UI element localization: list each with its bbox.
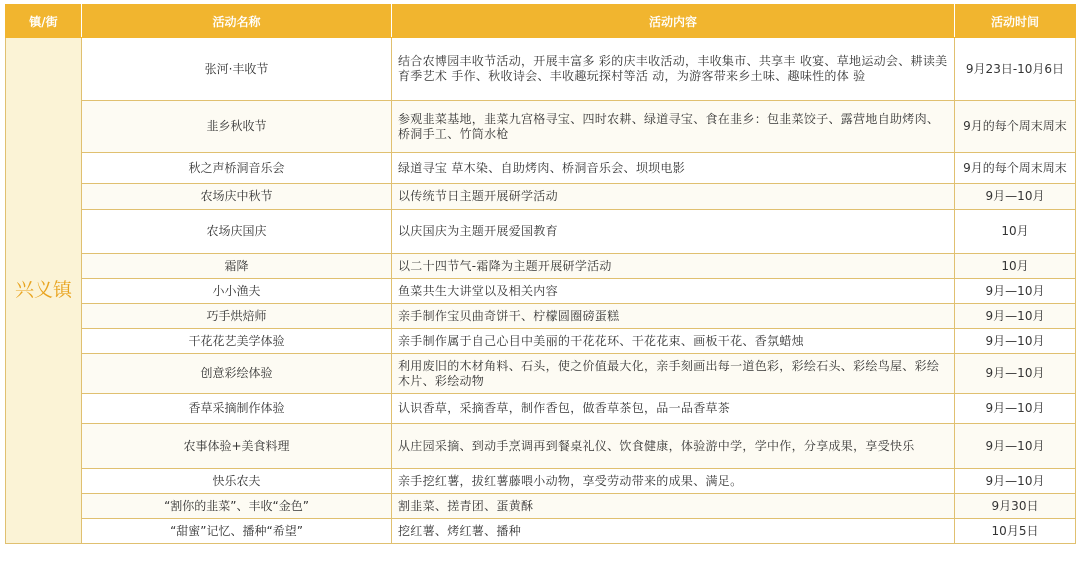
activity-content: 以庆国庆为主题开展爱国教育: [392, 210, 955, 254]
activity-name: 农事体验+美食料理: [82, 424, 392, 469]
activity-content: 亲手制作宝贝曲奇饼干、柠檬圆圈磅蛋糕: [392, 304, 955, 329]
activity-name: 干花花艺美学体验: [82, 329, 392, 354]
activity-content: 以二十四节气-霜降为主题开展研学活动: [392, 254, 955, 279]
activity-content: 亲手制作属于自己心目中美丽的干花花环、干花花束、画板干花、香氛蜡烛: [392, 329, 955, 354]
table-row: [6, 519, 1076, 544]
activity-content: 参观韭菜基地，韭菜九宫格寻宝、四时农耕、绿道寻宝、食在韭乡：包韭菜饺子、露营地自助烤肉、桥洞手工、竹筒水枪: [392, 101, 955, 153]
activity-content: 亲手挖红薯，拔红薯藤喂小动物，享受劳动带来的成果、满足。: [392, 469, 955, 494]
table-row: [6, 424, 1076, 469]
activity-content: 挖红薯、烤红薯、播种: [392, 519, 955, 544]
activity-name: 巧手烘焙师: [82, 304, 392, 329]
table-row: [6, 354, 1076, 394]
activity-name: 秋之声桥洞音乐会: [82, 153, 392, 184]
activity-name: 韭乡秋收节: [82, 101, 392, 153]
table-row: [6, 494, 1076, 519]
activity-time: 9月—10月: [955, 329, 1076, 354]
activity-name: “甜蜜”记忆、播种“希望”: [82, 519, 392, 544]
activity-time: 9月—10月: [955, 184, 1076, 210]
activity-time: 9月—10月: [955, 354, 1076, 394]
header-activity-time: 活动时间: [955, 5, 1076, 38]
activity-time: 10月: [955, 210, 1076, 254]
header-town: 镇/街: [6, 5, 82, 38]
table-row: [6, 101, 1076, 153]
activity-name: 创意彩绘体验: [82, 354, 392, 394]
activity-time: 10月5日: [955, 519, 1076, 544]
activity-time: 9月的每个周末周末: [955, 101, 1076, 153]
activity-content: 绿道寻宝 草木染、自助烤肉、桥洞音乐会、坝坝电影: [392, 153, 955, 184]
activity-content: 鱼菜共生大讲堂以及相关内容: [392, 279, 955, 304]
table-row: [6, 304, 1076, 329]
activity-table-container: [5, 4, 1075, 556]
activity-time: 9月—10月: [955, 469, 1076, 494]
activity-time: 9月的每个周末周末: [955, 153, 1076, 184]
activity-name: “割你的韭菜”、丰收“金色”: [82, 494, 392, 519]
table-row: [6, 254, 1076, 279]
activity-time: 9月—10月: [955, 394, 1076, 424]
table-row: [6, 153, 1076, 184]
table-row: [6, 329, 1076, 354]
table-row: [6, 469, 1076, 494]
activity-name: 香草采摘制作体验: [82, 394, 392, 424]
activity-time: 9月30日: [955, 494, 1076, 519]
table-row: [6, 210, 1076, 254]
activity-content: 认识香草，采摘香草，制作香包，做香草茶包，品一品香草茶: [392, 394, 955, 424]
table-row: [6, 38, 1076, 101]
activity-name: 农场庆中秋节: [82, 184, 392, 210]
town-cell: 兴义镇: [6, 38, 82, 544]
activity-time: 9月23日-10月6日: [955, 38, 1076, 101]
table-header-row: [6, 5, 1076, 38]
activity-name: 农场庆国庆: [82, 210, 392, 254]
table-row: [6, 394, 1076, 424]
activity-name: 小小渔夫: [82, 279, 392, 304]
activity-time: 9月—10月: [955, 424, 1076, 469]
activity-content: 从庄园采摘、到动手烹调再到餐桌礼仪、饮食健康，体验游中学，学中作，分享成果，享受快乐: [392, 424, 955, 469]
activity-time: 9月—10月: [955, 304, 1076, 329]
activity-content: 结合农博园丰收节活动，开展丰富多 彩的庆丰收活动，丰收集市、共享丰 收宴、草地运动会、耕读美育季艺术 手作、秋收诗会、丰收趣玩探村等活 动，为游客带来乡土味、趣味性的体 验: [392, 38, 955, 101]
activity-content: 利用废旧的木材角料、石头，使之价值最大化，亲手刻画出每一道色彩，彩绘石头、彩绘鸟屋、彩绘木片、彩绘动物: [392, 354, 955, 394]
activity-name: 快乐农夫: [82, 469, 392, 494]
activity-table: [5, 4, 1076, 544]
table-row: [6, 184, 1076, 210]
activity-content: 以传统节日主题开展研学活动: [392, 184, 955, 210]
header-activity-content: 活动内容: [392, 5, 955, 38]
activity-time: 10月: [955, 254, 1076, 279]
activity-name: 霜降: [82, 254, 392, 279]
activity-time: 9月—10月: [955, 279, 1076, 304]
header-activity-name: 活动名称: [82, 5, 392, 38]
table-row: [6, 279, 1076, 304]
activity-name: 张河·丰收节: [82, 38, 392, 101]
activity-content: 割韭菜、搓青团、蛋黄酥: [392, 494, 955, 519]
